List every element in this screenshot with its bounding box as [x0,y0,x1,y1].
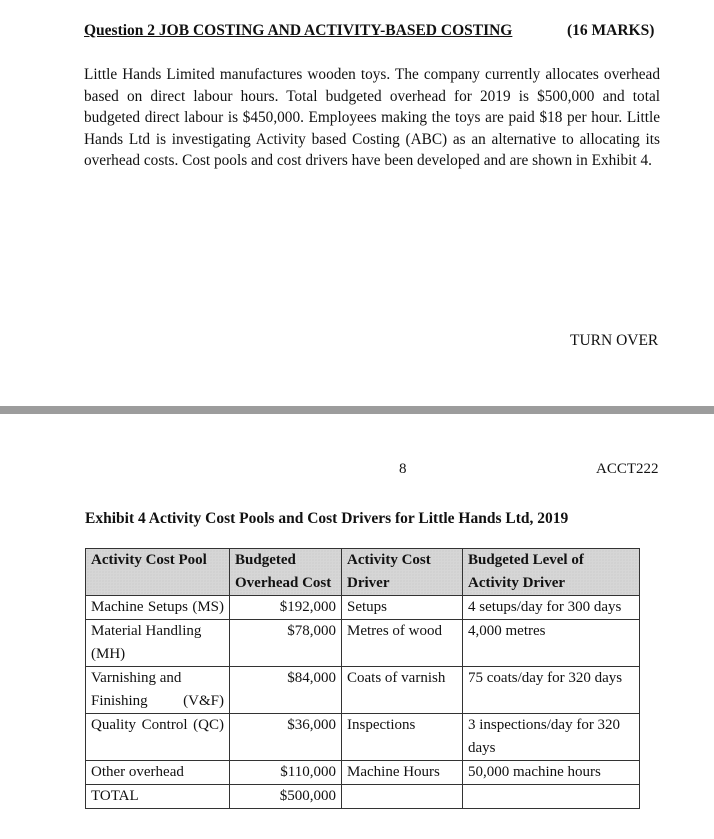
cost-cell: $110,000 [230,761,342,785]
course-code: ACCT222 [596,461,659,477]
question-title: Question 2 JOB COSTING AND ACTIVITY-BASED COSTING [84,22,513,39]
column-header: Budgeted Overhead Cost [230,549,342,596]
cost-pool-table [85,548,640,809]
driver-cell: Setups [342,596,463,620]
driver-cell: Machine Hours [342,761,463,785]
table-row [86,761,640,785]
question-marks: (16 MARKS) [567,22,655,39]
cost-cell: $78,000 [230,620,342,667]
pool-cell: Quality Control (QC) [86,714,230,761]
cost-cell: $500,000 [230,785,342,809]
level-cell [463,785,640,809]
level-cell: 4 setups/day for 300 days [463,596,640,620]
cost-cell: $36,000 [230,714,342,761]
table-row [86,714,640,761]
driver-cell: Inspections [342,714,463,761]
table-header-row [86,549,640,596]
page-number: 8 [399,461,407,477]
level-cell: 4,000 metres [463,620,640,667]
cost-cell: $84,000 [230,667,342,714]
level-cell: 75 coats/day for 320 days [463,667,640,714]
pool-cell: TOTAL [86,785,230,809]
table-row [86,620,640,667]
page-divider [0,406,714,414]
question-body: Little Hands Limited manufactures wooden toys. The company currently allocates overhead based on direct labour hours. Total budgeted overhead for 2019 is $500,000 and total budgeted direct labour is $450,000. Employees making the toys are paid $18 per hour. Little Hands Ltd is investigating Activity based Costing (ABC) as an alternative to allocating its overhead costs. Cost pools and cost drivers have been developed and are shown in Exhibit 4. [84,66,660,170]
pool-cell: Other overhead [86,761,230,785]
column-header: Activity Cost Pool [86,549,230,596]
turn-over-note: TURN OVER [570,332,659,349]
table-row [86,596,640,620]
cost-cell: $192,000 [230,596,342,620]
driver-cell: Coats of varnish [342,667,463,714]
table-row [86,667,640,714]
driver-cell: Metres of wood [342,620,463,667]
table-total-row [86,785,640,809]
column-header: Budgeted Level of Activity Driver [463,549,640,596]
driver-cell [342,785,463,809]
page-upper-section [0,0,714,406]
column-header: Activity Cost Driver [342,549,463,596]
level-cell: 50,000 machine hours [463,761,640,785]
pool-cell: Material Handling (MH) [86,620,230,667]
exhibit-title: Exhibit 4 Activity Cost Pools and Cost Drivers for Little Hands Ltd, 2019 [85,510,569,527]
pool-cell: Machine Setups (MS) [86,596,230,620]
level-cell: 3 inspections/day for 320 days [463,714,640,761]
pool-cell: Varnishing and Finishing (V&F) [86,667,230,714]
